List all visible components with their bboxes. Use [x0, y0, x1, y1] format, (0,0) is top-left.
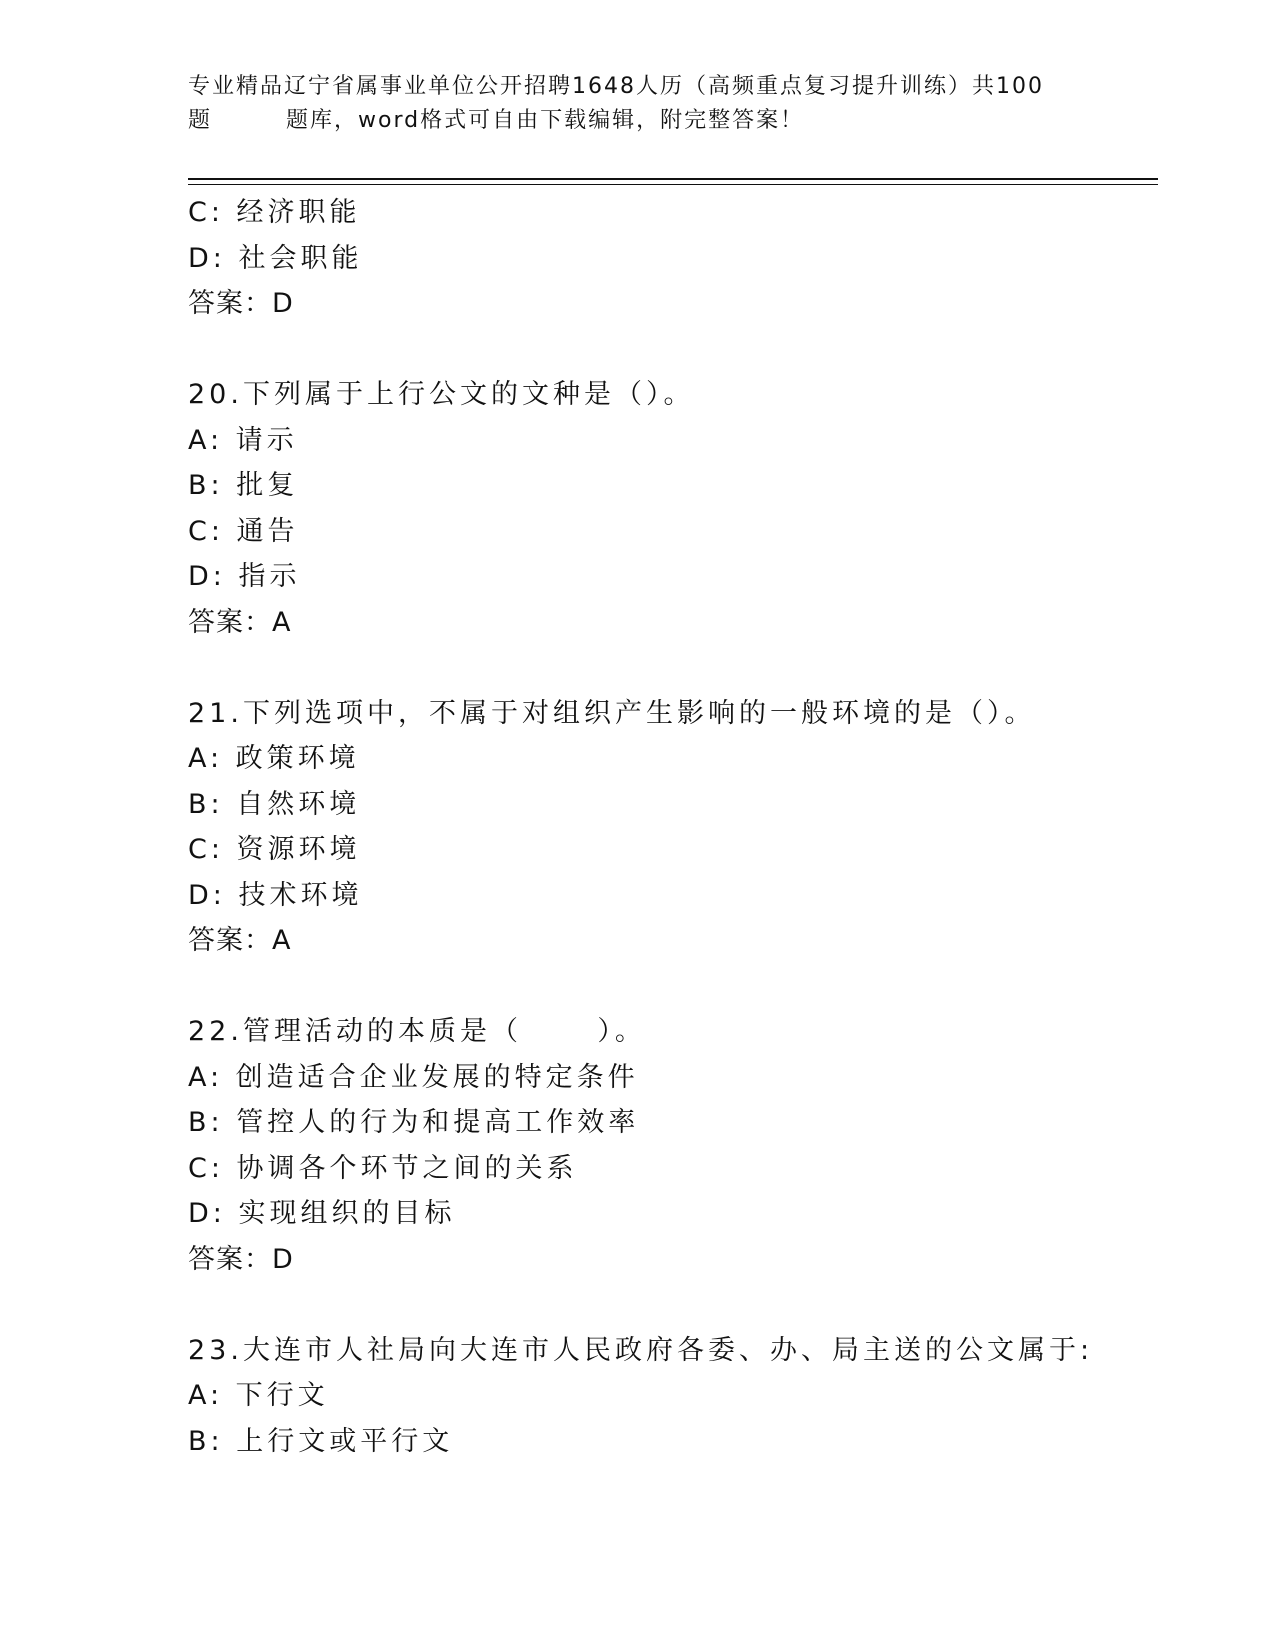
- question-text: 23.大连市人社局向大连市人民政府各委、办、局主送的公文属于:: [188, 1334, 1094, 1366]
- option-a: A: 创造适合企业发展的特定条件: [188, 1061, 639, 1093]
- header-divider-thin: [188, 184, 1158, 185]
- header-title-line2-left: 题: [188, 108, 213, 133]
- answer-line: 答案：A: [188, 925, 292, 956]
- question-block: [188, 372, 1148, 645]
- question-block: [188, 190, 1148, 327]
- option-c: C: 经济职能: [188, 197, 361, 228]
- question-block: [188, 1009, 1148, 1282]
- option-b: B: 批复: [188, 470, 299, 501]
- option-c: C: 资源环境: [188, 834, 361, 865]
- option-d: D: 社会职能: [188, 242, 363, 274]
- question-text: 21.下列选项中，不属于对组织产生影响的一般环境的是（）。: [188, 697, 1036, 729]
- option-c: C: 通告: [188, 515, 299, 547]
- option-a: A: 下行文: [188, 1380, 329, 1411]
- header-title-line1: 专业精品辽宁省属事业单位公开招聘1648人历（高频重点复习提升训练）共100: [188, 74, 1044, 99]
- question-list: [188, 190, 1148, 1464]
- header-divider-thick: [188, 178, 1158, 180]
- question-block: [188, 691, 1148, 964]
- option-b: B: 自然环境: [188, 788, 361, 820]
- answer-line: 答案：A: [188, 606, 292, 638]
- question-block: [188, 1328, 1148, 1465]
- option-a: A: 请示: [188, 424, 298, 456]
- header-title-line2-right: 题库，word格式可自由下载编辑，附完整答案！: [286, 108, 805, 133]
- option-d: D: 技术环境: [188, 879, 363, 911]
- option-a: A: 政策环境: [188, 743, 360, 774]
- header-title-line2: [188, 104, 1088, 138]
- question-text: 20.下列属于上行公文的文种是（）。: [188, 379, 695, 410]
- question-text: 22.管理活动的本质是（ ）。: [188, 1016, 646, 1047]
- answer-line: 答案：D: [188, 1243, 294, 1275]
- option-d: D: 指示: [188, 561, 301, 592]
- option-b: B: 管控人的行为和提高工作效率: [188, 1107, 640, 1138]
- option-b: B: 上行文或平行文: [188, 1425, 454, 1457]
- document-header: [188, 70, 1088, 138]
- option-d: D: 实现组织的目标: [188, 1198, 456, 1229]
- answer-line: 答案：D: [188, 288, 294, 319]
- option-c: C: 协调各个环节之间的关系: [188, 1152, 578, 1184]
